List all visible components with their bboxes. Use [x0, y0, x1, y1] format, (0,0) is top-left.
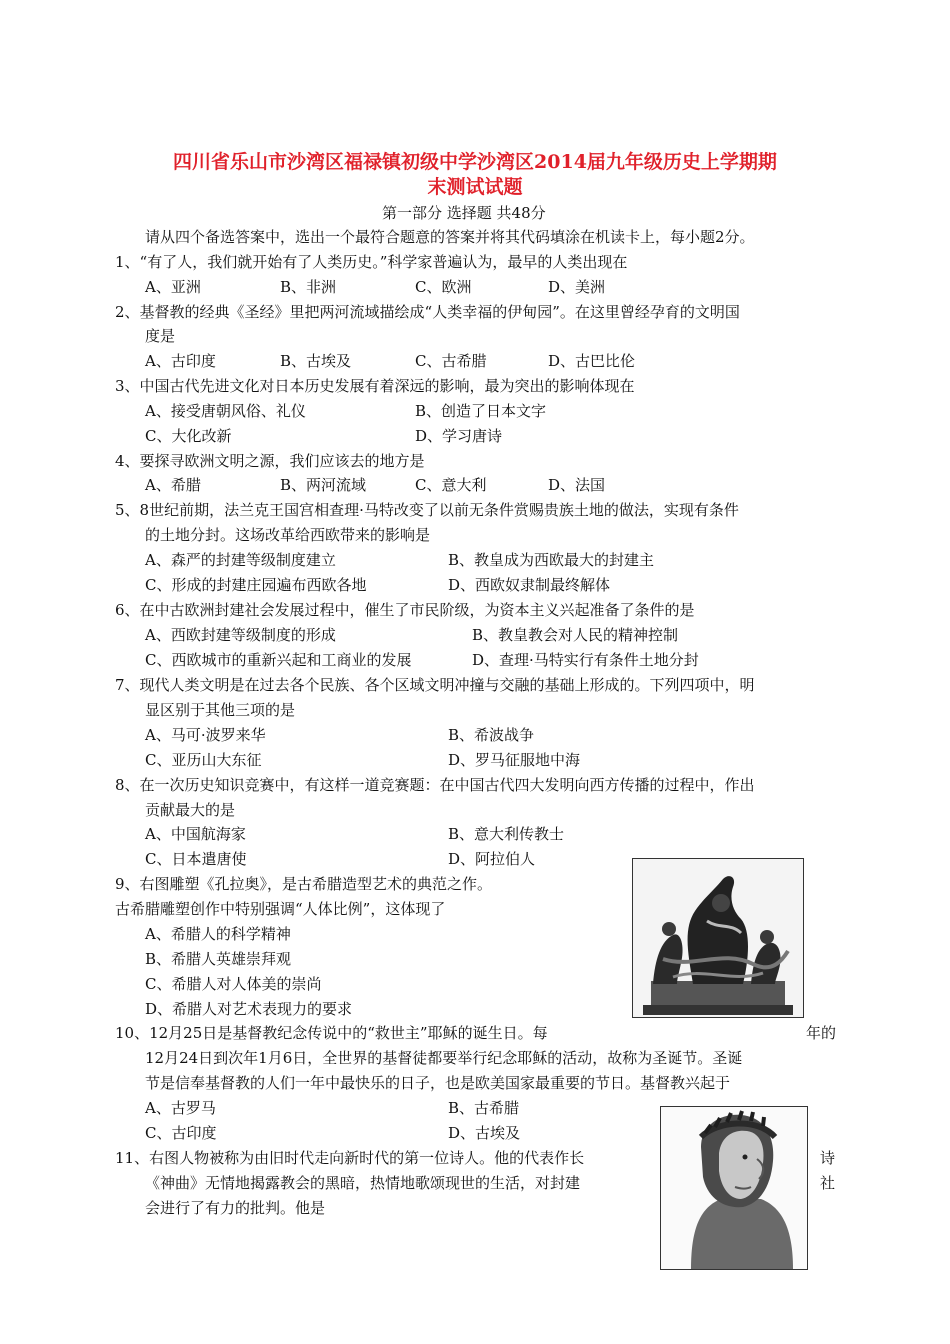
q6-option-c: C、西欧城市的重新兴起和工商业的发展: [145, 651, 412, 669]
q7-option-a: A、马可·波罗来华: [145, 726, 266, 744]
q10-option-a: A、古罗马: [145, 1099, 216, 1117]
q1-option-d: D、美洲: [548, 278, 606, 296]
q11-stem-cont1: 《神曲》无情地揭露教会的黑暗，热情地歌颂现世的生活，对封建: [145, 1174, 581, 1192]
q5-stem-cont: 的土地分封。这场改革给西欧带来的影响是: [145, 526, 431, 544]
q2-stem-cont: 度是: [145, 327, 176, 345]
q6-option-b: B、教皇教会对人民的精神控制: [472, 626, 679, 644]
q3-stem: 3、中国古代先进文化对日本历史发展有着深远的影响，最为突出的影响体现在: [115, 377, 635, 395]
q10-stem: 10、12月25日是基督教纪念传说中的“救世主”耶稣的诞生日。每: [115, 1024, 548, 1042]
q1-option-b: B、非洲: [280, 278, 337, 296]
q7-option-d: D、罗马征服地中海: [448, 751, 581, 769]
page-title-line1: 四川省乐山市沙湾区福禄镇初级中学沙湾区2014届九年级历史上学期期: [173, 151, 777, 173]
q4-option-b: B、两河流域: [280, 476, 367, 494]
laocoon-sculpture-image: [632, 858, 804, 1018]
q11-stem: 11、右图人物被称为由旧时代走向新时代的第一位诗人。他的代表作长: [115, 1149, 585, 1167]
q2-stem: 2、基督教的经典《圣经》里把两河流域描绘成“人类幸福的伊甸园”。在这里曾经孕育的文明国: [115, 303, 740, 321]
q8-option-a: A、中国航海家: [145, 825, 246, 843]
q2-option-a: A、古印度: [145, 352, 216, 370]
q3-option-a: A、接受唐朝风俗、礼仪: [145, 402, 306, 420]
q10-stem-cont2: 节是信奉基督教的人们一年中最快乐的日子，也是欧美国家最重要的节日。基督教兴起于: [145, 1074, 731, 1092]
q5-option-c: C、形成的封建庄园遍布西欧各地: [145, 576, 367, 594]
q4-option-c: C、意大利: [415, 476, 487, 494]
dante-portrait-image: [660, 1106, 808, 1270]
q10-option-c: C、古印度: [145, 1124, 217, 1142]
q10-option-b: B、古希腊: [448, 1099, 520, 1117]
q1-option-a: A、亚洲: [145, 278, 201, 296]
q9-option-b: B、希腊人英雄崇拜观: [145, 950, 292, 968]
q6-option-a: A、西欧封建等级制度的形成: [145, 626, 336, 644]
q4-stem: 4、要探寻欧洲文明之源，我们应该去的地方是: [115, 452, 425, 470]
q2-option-b: B、古埃及: [280, 352, 352, 370]
q5-stem: 5、8世纪前期，法兰克王国宫相查理·马特改变了以前无条件赏赐贵族土地的做法，实现有条件: [115, 501, 739, 519]
q10-stem-cont1: 12月24日到次年1月6日，全世界的基督徒都要举行纪念耶稣的活动，故称为圣诞节。圣诞: [145, 1049, 743, 1067]
q5-option-a: A、森严的封建等级制度建立: [145, 551, 336, 569]
q9-stem: 9、右图雕塑《孔拉奥》，是古希腊造型艺术的典范之作。: [115, 875, 493, 893]
q2-option-c: C、古希腊: [415, 352, 487, 370]
q7-option-c: C、亚历山大东征: [145, 751, 262, 769]
q11-stem-end: 诗: [820, 1149, 836, 1167]
q8-stem-cont: 贡献最大的是: [145, 801, 236, 819]
q9-option-c: C、希腊人对人体美的崇尚: [145, 975, 322, 993]
q7-stem: 7、现代人类文明是在过去各个民族、各个区域文明冲撞与交融的基础上形成的。下列四项中，明: [115, 676, 755, 694]
q3-option-d: D、学习唐诗: [415, 427, 503, 445]
q1-option-c: C、欧洲: [415, 278, 472, 296]
q10-stem-end: 年的: [806, 1024, 837, 1042]
q6-option-d: D、查理·马特实行有条件土地分封: [472, 651, 699, 669]
q3-option-c: C、大化改新: [145, 427, 232, 445]
q8-option-c: C、日本遣唐使: [145, 850, 247, 868]
q1-stem: 1、“有了人，我们就开始有了人类历史。”科学家普遍认为，最早的人类出现在: [115, 253, 628, 271]
q5-option-d: D、西欧奴隶制最终解体: [448, 576, 611, 594]
q2-option-d: D、古巴比伦: [548, 352, 636, 370]
q9-stem-cont: 古希腊雕塑创作中特别强调“人体比例”，这体现了: [115, 900, 446, 918]
q10-option-d: D、古埃及: [448, 1124, 521, 1142]
q6-stem: 6、在中古欧洲封建社会发展过程中，催生了市民阶级，为资本主义兴起准备了条件的是: [115, 601, 695, 619]
instruction: 请从四个备选答案中，选出一个最符合题意的答案并将其代码填涂在机读卡上，每小题2分。: [145, 228, 755, 246]
q7-option-b: B、希波战争: [448, 726, 535, 744]
q8-stem: 8、在一次历史知识竞赛中，有这样一道竞赛题：在中国古代四大发明向西方传播的过程中，作出: [115, 776, 755, 794]
q5-option-b: B、教皇成为西欧最大的封建主: [448, 551, 655, 569]
page-title-line2: 末测试试题: [427, 176, 523, 198]
q8-option-d: D、阿拉伯人: [448, 850, 536, 868]
q11-stem-cont2: 会进行了有力的批判。他是: [145, 1199, 326, 1217]
q8-option-b: B、意大利传教士: [448, 825, 565, 843]
q7-stem-cont: 显区别于其他三项的是: [145, 701, 296, 719]
q9-option-a: A、希腊人的科学精神: [145, 925, 291, 943]
q11-stem-cont1-end: 社: [820, 1174, 836, 1192]
q3-option-b: B、创造了日本文字: [415, 402, 547, 420]
q4-option-d: D、法国: [548, 476, 606, 494]
section-heading: 第一部分 选择题 共48分: [382, 204, 546, 222]
q4-option-a: A、希腊: [145, 476, 201, 494]
q9-option-d: D、希腊人对艺术表现力的要求: [145, 1000, 353, 1018]
